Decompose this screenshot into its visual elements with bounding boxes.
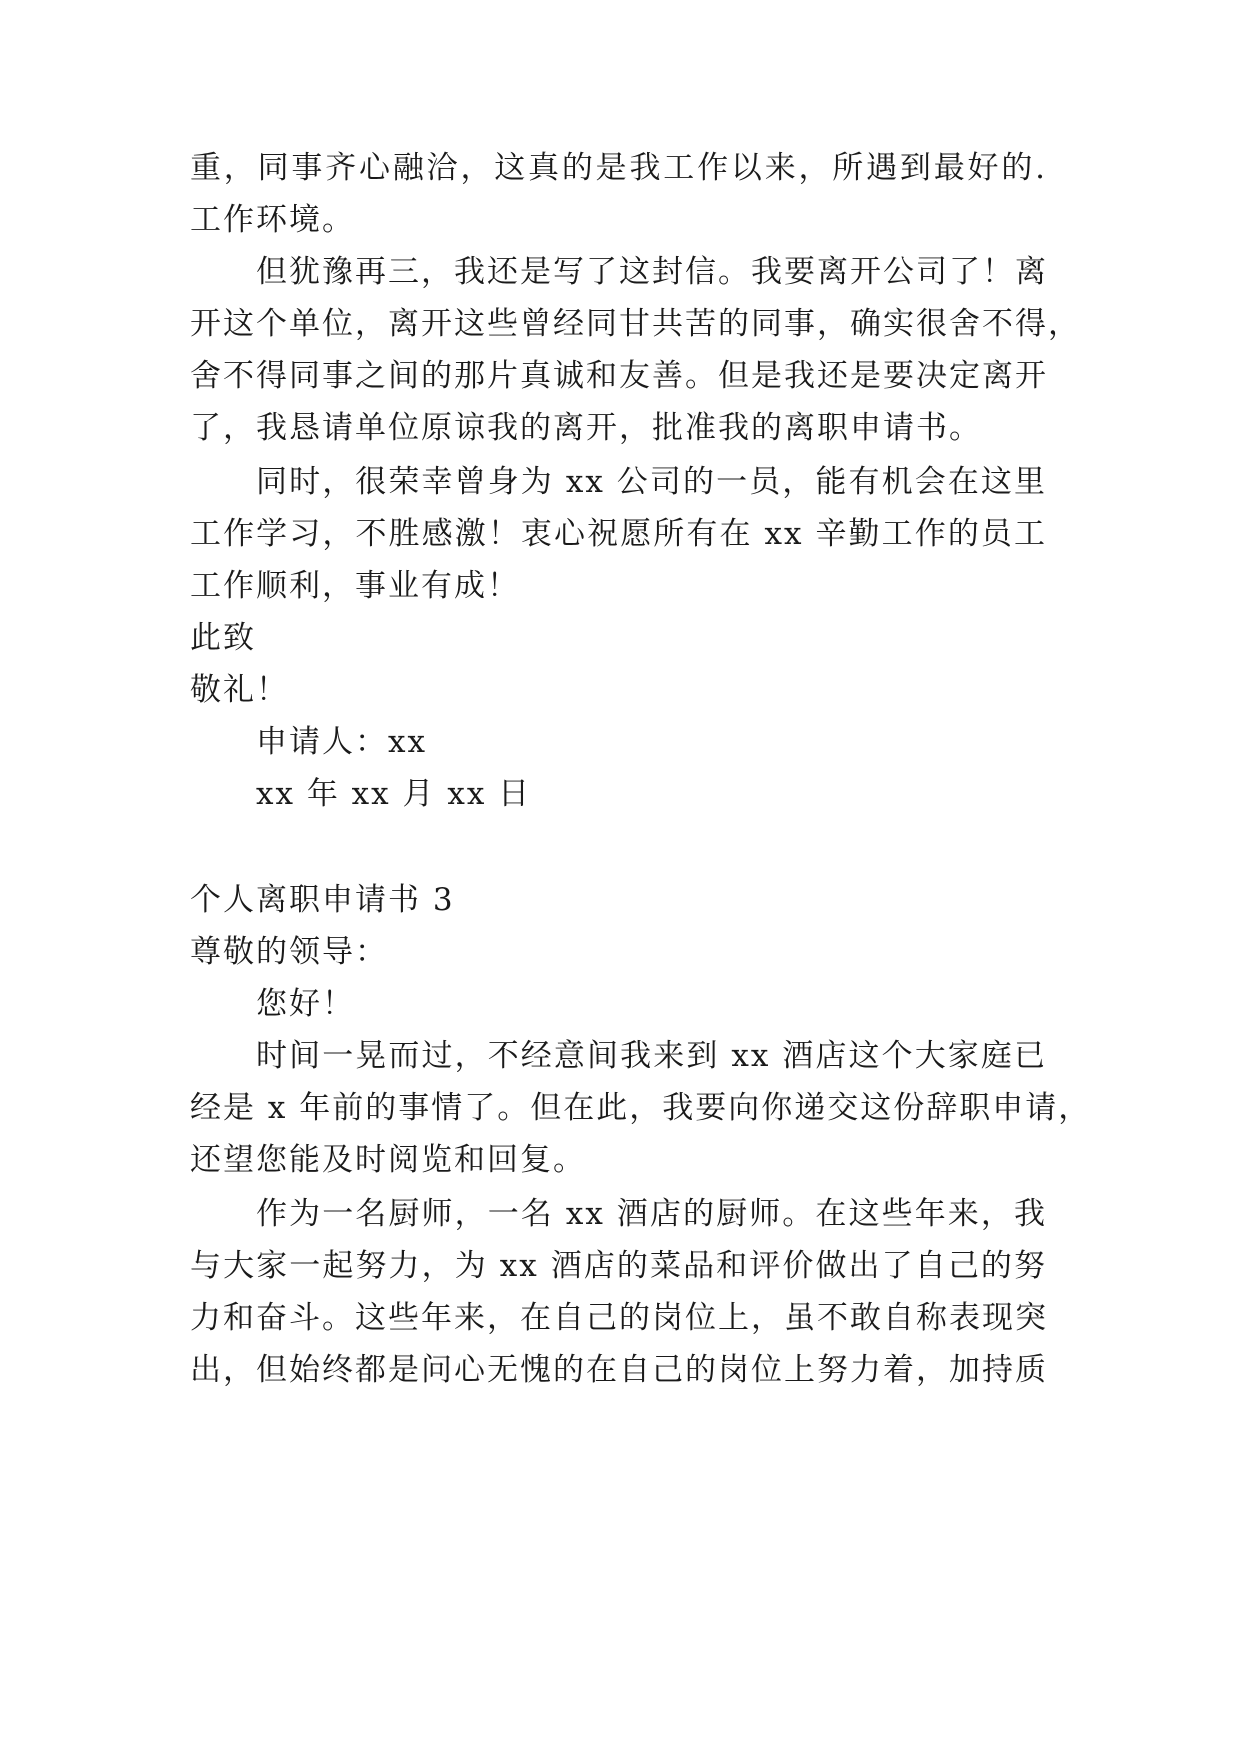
text-line: 舍不得同事之间的那片真诚和友善。但是我还是要决定离开 <box>190 358 1048 394</box>
text-line: 作为一名厨师，一名 xx 酒店的厨师。在这些年来，我 <box>256 1196 1047 1232</box>
text-line: 经是 x 年前的事情了。但在此，我要向你递交这份辞职申请， <box>190 1090 1092 1126</box>
text-line: 同时，很荣幸曾身为 xx 公司的一员，能有机会在这里 <box>256 464 1047 500</box>
applicant-signature: 申请人：xx <box>256 724 427 760</box>
text-line: 工作环境。 <box>190 202 355 238</box>
text-line: 工作顺利，事业有成！ <box>190 568 520 604</box>
text-line: 但犹豫再三，我还是写了这封信。我要离开公司了！离 <box>256 254 1048 290</box>
text-line: 了，我恳请单位原谅我的离开，批准我的离职申请书。 <box>190 410 982 446</box>
section-title: 个人离职申请书 3 <box>190 882 455 918</box>
text-line: 还望您能及时阅览和回复。 <box>190 1142 586 1178</box>
text-line: 出，但始终都是问心无愧的在自己的岗位上努力着，加持质 <box>190 1352 1048 1388</box>
text-line: 工作学习，不胜感激！衷心祝愿所有在 xx 辛勤工作的员工 <box>190 516 1047 552</box>
greeting: 尊敬的领导： <box>190 934 388 970</box>
text-line: 时间一晃而过，不经意间我来到 xx 酒店这个大家庭已 <box>256 1038 1047 1074</box>
text-line: 重，同事齐心融洽，这真的是我工作以来，所遇到最好的. <box>190 150 1047 186</box>
greeting-hello: 您好！ <box>256 986 355 1022</box>
text-line: 与大家一起努力，为 xx 酒店的菜品和评价做出了自己的努 <box>190 1248 1047 1284</box>
text-line: 开这个单位，离开这些曾经同甘共苦的同事，确实很舍不得， <box>190 306 1081 342</box>
text-line: 力和奋斗。这些年来，在自己的岗位上，虽不敢自称表现突 <box>190 1300 1048 1336</box>
closing-salutation: 此致 <box>190 620 256 656</box>
closing-regards: 敬礼！ <box>190 672 289 708</box>
signature-date: xx 年 xx 月 xx 日 <box>256 776 532 812</box>
